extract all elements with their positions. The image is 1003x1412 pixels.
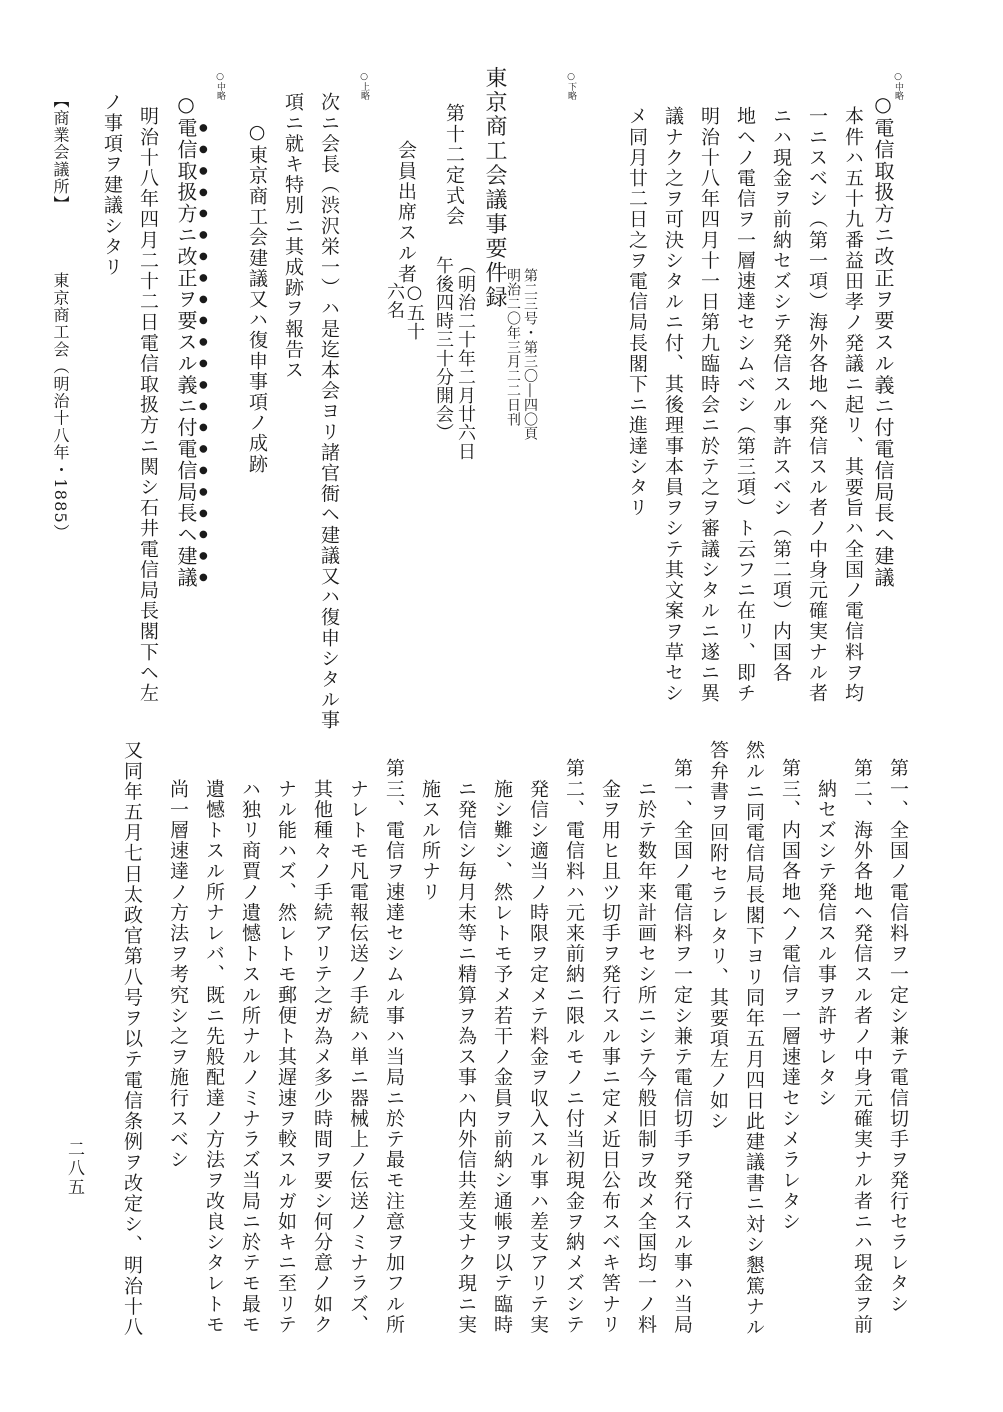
text-line: 発信シ適当ノ時限ヲ定メテ料金ヲ収入スル事ハ差支アリテ実 xyxy=(527,758,549,1335)
text-line: 第三、内国各地ヘノ電信ヲ一層速達セシメラレタシ xyxy=(779,758,801,1232)
text-line: 金ヲ用ヒ且ツ切手ヲ発行スル事ニ定メ近日公布スベキ筈ナリ xyxy=(599,758,621,1335)
text-line: 遺憾トスル所ナレバ、既ニ先般配達ノ方法ヲ改良シタレトモ xyxy=(203,758,225,1335)
text-line: 次ニ会長（渋沢栄一）ハ是迄本会ヨリ諸官衙ヘ建議又ハ復申シタル事 xyxy=(318,92,340,731)
text-line: ニハ現金ヲ前納セズシテ発信スル事許スベシ（第二項）内国各 xyxy=(770,106,792,683)
section-heading: ○電信取扱方ニ改正ヲ要スル義ニ付電信局長ヘ建議 xyxy=(871,92,895,589)
attendance-label: 会員出席スル者 xyxy=(395,140,417,285)
meeting-date: （明治二十年二月廿六日 xyxy=(455,256,476,461)
omission-mark: ○中略 xyxy=(215,72,225,100)
text-line: 第三、電信ヲ速達セシムル事ハ当局ニ於テ最モ注意ヲ加フル所 xyxy=(383,758,405,1335)
text-line: 第二、電信料ハ元来前納ニ限ルモノニ付当初現金ヲ納メズシテ xyxy=(563,758,585,1335)
text-line: 施シ難シ、然レトモ予メ若干ノ金員ヲ前納シ通帳ヲ以テ臨時 xyxy=(491,758,513,1335)
heading-text: 電信取扱方ニ改正ヲ要スル義ニ付電信局長ヘ建議 xyxy=(174,117,198,589)
section-heading xyxy=(174,92,209,588)
text-line: ニ於テ数年来計画セシ所ニシテ今般旧制ヲ改メ全国均一ノ料 xyxy=(635,758,657,1335)
text-line: 第一、全国ノ電信料ヲ一定シ兼テ電信切手ヲ発行セラレタシ xyxy=(887,758,909,1315)
heading-mark: ○ xyxy=(174,92,198,118)
attendance-count: ○五十 xyxy=(404,282,425,341)
meeting-time: 午後四時三十分開会） xyxy=(433,256,454,442)
text-line: ハ独リ商賈ノ遺憾トスル所ナルノミナラズ当局ニ於テモ最モ xyxy=(239,758,261,1335)
text-line: ノ事項ヲ建議シタリ xyxy=(101,92,123,278)
text-line: 施スル所ナリ xyxy=(419,758,441,903)
text-line: 答弁書ヲ回附セラレタリ、其要項左ノ如シ xyxy=(707,740,729,1132)
footer-section: 【商業会議所】 xyxy=(51,92,70,213)
text-line: 第二、海外各地ヘ発信スル者ノ中身元確実ナル者ニハ現金ヲ前 xyxy=(851,758,873,1335)
text-line: ナル能ハズ、然レトモ郵便ト其遅速ヲ較スルガ如キニ至リテ xyxy=(275,758,297,1335)
document-title: 東京商工会議事要件録 xyxy=(482,66,507,310)
text-line: 明治十八年四月十一日第九臨時会ニ於テ之ヲ審議シタルニ遂ニ異 xyxy=(698,106,720,704)
text-line: 一ニスベシ（第一項）海外各地ヘ発信スル者ノ中身元確実ナル者 xyxy=(806,106,828,704)
omission-mark: ○上略 xyxy=(359,72,369,100)
text-line: メ同月廿二日之ヲ電信局長閣下ニ進達シタリ xyxy=(626,106,648,518)
text-line: ナレトモ凡電報伝送ノ手続ハ単ニ器械上ノ伝送ノミナラズ、 xyxy=(347,758,369,1335)
text-line: 第一、全国ノ電信料ヲ一定シ兼テ電信切手ヲ発行スル事ハ当局 xyxy=(671,758,693,1335)
omission-mark: ○中略 xyxy=(893,72,903,100)
text-line: 納セズシテ発信スル事ヲ許サレタシ xyxy=(815,758,837,1109)
page-number: 二八五 xyxy=(64,1140,84,1197)
sub-heading: ○東京商工会建議又ハ復申事項ノ成跡 xyxy=(246,121,268,475)
attendance-count: 六名 xyxy=(384,282,405,320)
meeting-name: 第十二定式会 xyxy=(443,103,465,227)
text-line: 議ナク之ヲ可決シタルニ付、其後理事本員ヲシテ其文案ヲ草セシ xyxy=(662,106,684,704)
text-line: 尚一層速達ノ方法ヲ考究シ之ヲ施行スベシ xyxy=(167,758,189,1170)
text-line: 明治十八年四月二十二日電信取扱方ニ関シ石井電信局長閣下ヘ左 xyxy=(137,106,159,704)
source-citation: 第二三号・第三〇―四〇頁 xyxy=(522,268,538,441)
text-line: 本件ハ五十九番益田孝ノ発議ニ起リ、其要旨ハ全国ノ電信料ヲ均 xyxy=(842,106,864,704)
footer-source: 東京商工会（明治十八年・1885） xyxy=(51,272,70,542)
text-line: 項ニ就キ特別ニ其成跡ヲ報告ス xyxy=(282,92,304,381)
omission-mark: ○下略 xyxy=(566,72,576,100)
text-line: 地ヘノ電信ヲ一層速達セシムベシ（第三項）ト云フニ在リ、即チ xyxy=(734,106,756,704)
source-date: 明治二〇年三月二二日刊 xyxy=(505,268,521,427)
text-line: ニ発信シ毎月末等ニ精算ヲ為ス事ハ内外信共差支ナク現ニ実 xyxy=(455,758,477,1335)
text-line: 然ルニ同電信局長閣下ヨリ同年五月四日此建議書ニ対シ懇篤ナル xyxy=(743,740,765,1338)
text-line: 其他種々ノ手続アリテ之ガ為メ多少時間ヲ要シ何分意ノ如ク xyxy=(311,758,333,1335)
text-line: 又同年五月七日太政官第八号ヲ以テ電信条例ヲ改定シ、明治十八 xyxy=(121,740,143,1338)
